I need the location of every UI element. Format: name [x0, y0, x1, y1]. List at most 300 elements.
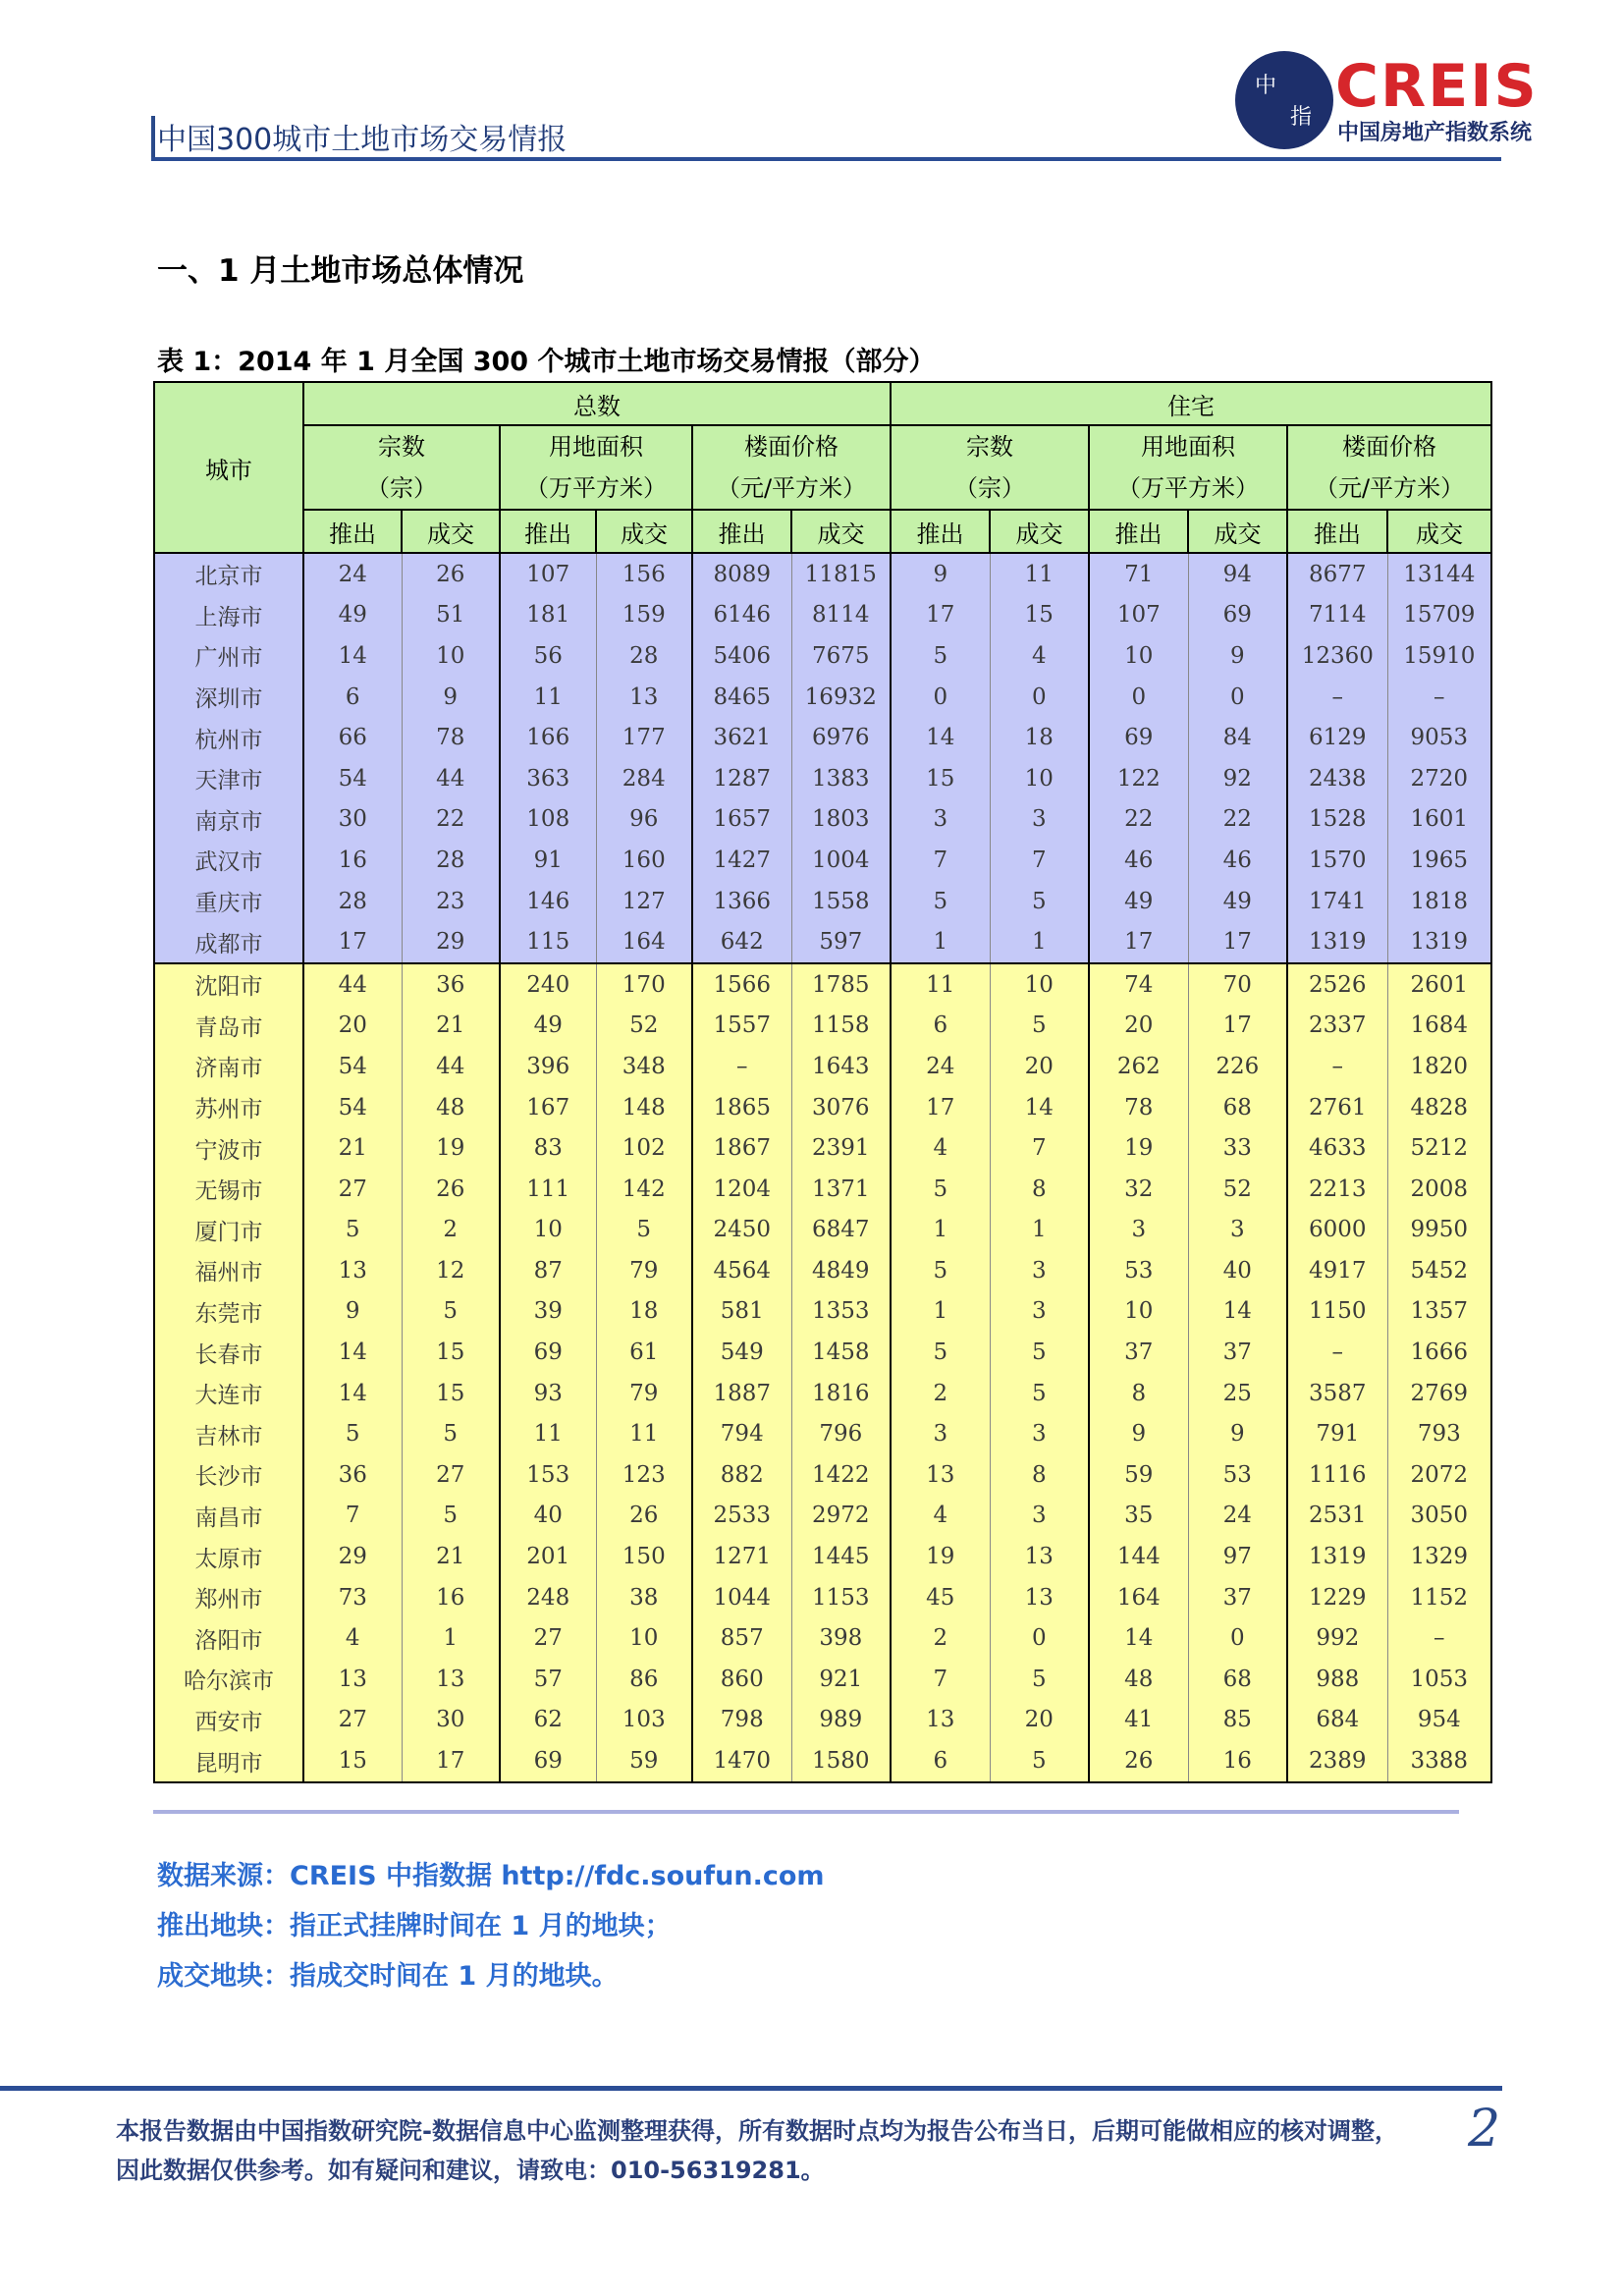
city-name-cell: 洛阳市	[154, 1617, 303, 1659]
city-name-cell: 昆明市	[154, 1740, 303, 1782]
table-cell: 6	[891, 1006, 990, 1047]
table-cell: 107	[1089, 595, 1188, 636]
table-cell: 2720	[1387, 758, 1491, 799]
logo-glyph: 指	[1290, 105, 1313, 130]
table-cell: 102	[596, 1127, 692, 1169]
metric-unit: （万平方米）	[525, 474, 667, 502]
table-cell: 1427	[692, 840, 791, 881]
sub-header: 推出	[1287, 510, 1387, 553]
table-cell: 3	[1089, 1210, 1188, 1251]
table-cell: 54	[303, 758, 402, 799]
table-cell: 52	[596, 1006, 692, 1047]
table-cell: 8114	[791, 595, 891, 636]
table-cell: 24	[1188, 1496, 1287, 1537]
table-cell: 0	[990, 1617, 1089, 1659]
table-cell: 5	[891, 1169, 990, 1210]
table-cell: –	[692, 1046, 791, 1087]
table-cell: 11	[500, 677, 596, 718]
sub-header: 推出	[500, 510, 596, 553]
table-cell: 2	[891, 1373, 990, 1414]
table-cell: 597	[791, 921, 891, 963]
sub-header: 成交	[990, 510, 1089, 553]
table-cell: 1528	[1287, 799, 1387, 841]
sub-header: 成交	[791, 510, 891, 553]
table-cell: 39	[500, 1291, 596, 1333]
notes-divider	[153, 1810, 1459, 1814]
table-row	[154, 1332, 1491, 1373]
table-cell: –	[1287, 1046, 1387, 1087]
sub-header: 成交	[1188, 510, 1287, 553]
table-cell: 10	[596, 1617, 692, 1659]
table-cell: 5	[402, 1291, 500, 1333]
city-name-cell: 青岛市	[154, 1006, 303, 1047]
table-cell: 73	[303, 1577, 402, 1618]
table-cell: 54	[303, 1046, 402, 1087]
table-row	[154, 1740, 1491, 1782]
table-cell: 68	[1188, 1087, 1287, 1128]
table-cell: 56	[500, 635, 596, 677]
table-cell: 164	[596, 921, 692, 963]
table-cell: 5	[402, 1413, 500, 1454]
table-cell: 3	[990, 1291, 1089, 1333]
table-cell: 97	[1188, 1536, 1287, 1577]
table-cell: 2	[891, 1617, 990, 1659]
table-cell: 71	[1089, 553, 1188, 595]
table-cell: 59	[1089, 1454, 1188, 1496]
header-accent-bar	[151, 116, 155, 161]
table-cell: 2337	[1287, 1006, 1387, 1047]
table-cell: 9	[1188, 1413, 1287, 1454]
table-cell: 167	[500, 1087, 596, 1128]
table-row	[154, 1127, 1491, 1169]
sub-header: 推出	[692, 510, 791, 553]
table-cell: 41	[1089, 1700, 1188, 1741]
table-cell: 22	[1089, 799, 1188, 841]
table-cell: 1204	[692, 1169, 791, 1210]
city-name-cell: 长春市	[154, 1332, 303, 1373]
table-cell: 0	[1188, 677, 1287, 718]
section-title: 一、1 月土地市场总体情况	[157, 253, 524, 289]
table-cell: 1820	[1387, 1046, 1491, 1087]
table-cell: 26	[402, 1169, 500, 1210]
table-cell: 15	[402, 1332, 500, 1373]
table-cell: 91	[500, 840, 596, 881]
metric-name: 楼面价格	[744, 433, 839, 461]
table-cell: 53	[1089, 1250, 1188, 1291]
table-cell: 29	[402, 921, 500, 963]
table-cell: 3	[1188, 1210, 1287, 1251]
table-cell: 642	[692, 921, 791, 963]
table-cell: 15	[402, 1373, 500, 1414]
table-cell: 79	[596, 1250, 692, 1291]
table-cell: –	[1387, 677, 1491, 718]
table-cell: 15	[303, 1740, 402, 1782]
table-cell: 20	[990, 1700, 1089, 1741]
table-cell: 262	[1089, 1046, 1188, 1087]
table-cell: 1965	[1387, 840, 1491, 881]
table-cell: 181	[500, 595, 596, 636]
table-row	[154, 1454, 1491, 1496]
table-cell: 1865	[692, 1087, 791, 1128]
table-cell: 27	[303, 1700, 402, 1741]
table-cell: 24	[891, 1046, 990, 1087]
table-cell: 954	[1387, 1700, 1491, 1741]
table-cell: 2533	[692, 1496, 791, 1537]
city-name-cell: 杭州市	[154, 717, 303, 758]
table-cell: 1	[891, 1291, 990, 1333]
table-cell: 37	[1188, 1577, 1287, 1618]
table-cell: 27	[402, 1454, 500, 1496]
table-cell: 142	[596, 1169, 692, 1210]
report-title: 中国300城市土地市场交易情报	[157, 123, 568, 157]
table-cell: 108	[500, 799, 596, 841]
table-cell: 122	[1089, 758, 1188, 799]
table-cell: 9950	[1387, 1210, 1491, 1251]
table-cell: 44	[402, 758, 500, 799]
note-source: 数据来源：CREIS 中指数据 http://fdc.soufun.com	[157, 1861, 825, 1891]
table-cell: 166	[500, 717, 596, 758]
table-cell: 15709	[1387, 595, 1491, 636]
note-listed-definition: 推出地块：指正式挂牌时间在 1 月的地块；	[157, 1911, 672, 1941]
table-cell: 1153	[791, 1577, 891, 1618]
table-cell: 14	[990, 1087, 1089, 1128]
table-cell: 11	[891, 963, 990, 1006]
footer-rule	[0, 2086, 1502, 2091]
table-row	[154, 1087, 1491, 1128]
table-cell: 36	[303, 1454, 402, 1496]
table-cell: 4633	[1287, 1127, 1387, 1169]
table-cell: 3621	[692, 717, 791, 758]
table-cell: 10	[1089, 635, 1188, 677]
sub-header: 推出	[891, 510, 990, 553]
table-cell: 87	[500, 1250, 596, 1291]
table-cell: 127	[596, 881, 692, 922]
metric-name: 宗数	[378, 433, 425, 461]
table-cell: 1357	[1387, 1291, 1491, 1333]
table-cell: 177	[596, 717, 692, 758]
table-cell: 70	[1188, 963, 1287, 1006]
table-cell: 1887	[692, 1373, 791, 1414]
table-row	[154, 1659, 1491, 1700]
table-cell: 2	[402, 1210, 500, 1251]
table-cell: 69	[500, 1332, 596, 1373]
sub-header: 推出	[1089, 510, 1188, 553]
table-cell: 10	[990, 963, 1089, 1006]
table-row	[154, 1413, 1491, 1454]
table-cell: 9	[891, 553, 990, 595]
table-cell: 5	[990, 881, 1089, 922]
city-name-cell: 郑州市	[154, 1577, 303, 1618]
creis-logo-emblem	[1235, 51, 1333, 149]
table-cell: 1319	[1387, 921, 1491, 963]
metric-name: 宗数	[966, 433, 1014, 461]
table-cell: 32	[1089, 1169, 1188, 1210]
table-cell: 1287	[692, 758, 791, 799]
table-cell: 9053	[1387, 717, 1491, 758]
table-cell: 5406	[692, 635, 791, 677]
table-cell: 5	[990, 1006, 1089, 1047]
table-cell: 3388	[1387, 1740, 1491, 1782]
table-row	[154, 758, 1491, 799]
table-cell: 123	[596, 1454, 692, 1496]
table-row	[154, 595, 1491, 636]
creis-logo	[1235, 51, 1559, 149]
table-cell: 30	[402, 1700, 500, 1741]
table-cell: 396	[500, 1046, 596, 1087]
table-cell: 18	[596, 1291, 692, 1333]
table-cell: 2769	[1387, 1373, 1491, 1414]
table-cell: 69	[500, 1740, 596, 1782]
table-cell: 0	[990, 677, 1089, 718]
table-cell: 15	[891, 758, 990, 799]
table-cell: 7	[990, 1127, 1089, 1169]
table-cell: 1329	[1387, 1536, 1491, 1577]
table-cell: 115	[500, 921, 596, 963]
metric-unit: （宗）	[366, 474, 437, 502]
table-row	[154, 1496, 1491, 1537]
table-cell: 107	[500, 553, 596, 595]
table-cell: 1643	[791, 1046, 891, 1087]
table-cell: 94	[1188, 553, 1287, 595]
table-cell: 6	[303, 677, 402, 718]
table-cell: 20	[1089, 1006, 1188, 1047]
table-row	[154, 677, 1491, 718]
table-cell: 992	[1287, 1617, 1387, 1659]
table-cell: 5	[303, 1413, 402, 1454]
table-cell: 1601	[1387, 799, 1491, 841]
city-name-cell: 西安市	[154, 1700, 303, 1741]
table-cell: –	[1287, 677, 1387, 718]
table-cell: 19	[891, 1536, 990, 1577]
table-cell: 4	[891, 1496, 990, 1537]
table-cell: 2389	[1287, 1740, 1387, 1782]
table-cell: 19	[1089, 1127, 1188, 1169]
table-cell: 45	[891, 1577, 990, 1618]
table-cell: 14	[303, 635, 402, 677]
table-cell: 1470	[692, 1740, 791, 1782]
table-row	[154, 799, 1491, 841]
table-cell: 13	[990, 1536, 1089, 1577]
city-name-cell: 无锡市	[154, 1169, 303, 1210]
table-cell: 13	[303, 1659, 402, 1700]
table-cell: 1116	[1287, 1454, 1387, 1496]
table-cell: 1044	[692, 1577, 791, 1618]
table-cell: 2008	[1387, 1169, 1491, 1210]
table-cell: 46	[1188, 840, 1287, 881]
table-cell: 1150	[1287, 1291, 1387, 1333]
table-cell: 857	[692, 1617, 791, 1659]
table-cell: 83	[500, 1127, 596, 1169]
city-name-cell: 武汉市	[154, 840, 303, 881]
table-cell: 26	[596, 1496, 692, 1537]
table-row	[154, 1169, 1491, 1210]
table-cell: 988	[1287, 1659, 1387, 1700]
table-cell: 20	[303, 1006, 402, 1047]
table-cell: 921	[791, 1659, 891, 1700]
table-cell: 159	[596, 595, 692, 636]
table-cell: 1366	[692, 881, 791, 922]
table-cell: 7	[891, 1659, 990, 1700]
table-cell: 1319	[1287, 921, 1387, 963]
table-cell: 6	[891, 1740, 990, 1782]
table-cell: 0	[891, 677, 990, 718]
table-cell: 7114	[1287, 595, 1387, 636]
table-cell: 17	[1089, 921, 1188, 963]
table-cell: 4564	[692, 1250, 791, 1291]
table-cell: 1229	[1287, 1577, 1387, 1618]
table-cell: 17	[1188, 1006, 1287, 1047]
table-cell: 1	[990, 921, 1089, 963]
table-cell: 30	[303, 799, 402, 841]
table-caption: 表 1：2014 年 1 月全国 300 个城市土地市场交易情报（部分）	[157, 347, 936, 377]
table-cell: 7	[891, 840, 990, 881]
table-cell: 57	[500, 1659, 596, 1700]
table-cell: 5	[990, 1659, 1089, 1700]
table-cell: 8089	[692, 553, 791, 595]
table-cell: 170	[596, 963, 692, 1006]
table-cell: 3	[990, 1413, 1089, 1454]
table-cell: 8677	[1287, 553, 1387, 595]
city-name-cell: 长沙市	[154, 1454, 303, 1496]
table-cell: 8465	[692, 677, 791, 718]
city-name-cell: 宁波市	[154, 1127, 303, 1169]
table-row	[154, 1617, 1491, 1659]
group-header-total: 总数	[303, 382, 891, 425]
table-cell: 2072	[1387, 1454, 1491, 1496]
table-cell: 11	[500, 1413, 596, 1454]
table-cell: 144	[1089, 1536, 1188, 1577]
table-cell: 27	[500, 1617, 596, 1659]
table-cell: 22	[1188, 799, 1287, 841]
table-row	[154, 635, 1491, 677]
table-cell: 1666	[1387, 1332, 1491, 1373]
table-cell: 38	[596, 1577, 692, 1618]
table-cell: 24	[303, 553, 402, 595]
table-cell: 1558	[791, 881, 891, 922]
table-cell: 16932	[791, 677, 891, 718]
table-cell: 5212	[1387, 1127, 1491, 1169]
table-cell: 61	[596, 1332, 692, 1373]
table-cell: 78	[402, 717, 500, 758]
table-row	[154, 1373, 1491, 1414]
table-cell: 1684	[1387, 1006, 1491, 1047]
table-cell: 7675	[791, 635, 891, 677]
table-row	[154, 921, 1491, 963]
land-market-table	[153, 381, 1492, 1783]
table-cell: 111	[500, 1169, 596, 1210]
table-cell: 49	[500, 1006, 596, 1047]
city-name-cell: 深圳市	[154, 677, 303, 718]
table-cell: 13	[303, 1250, 402, 1291]
table-cell: 9	[402, 677, 500, 718]
table-cell: 0	[1188, 1617, 1287, 1659]
table-cell: 33	[1188, 1127, 1287, 1169]
table-row	[154, 1250, 1491, 1291]
table-cell: 93	[500, 1373, 596, 1414]
table-cell: 1004	[791, 840, 891, 881]
table-cell: 1422	[791, 1454, 891, 1496]
table-row	[154, 1291, 1491, 1333]
table-row	[154, 881, 1491, 922]
table-cell: 49	[1188, 881, 1287, 922]
table-cell: 44	[402, 1046, 500, 1087]
metric-unit: （宗）	[954, 474, 1026, 502]
metric-header	[891, 425, 1089, 510]
table-cell: 1785	[791, 963, 891, 1006]
table-cell: 9	[1188, 635, 1287, 677]
metric-unit: （元/平方米）	[716, 474, 867, 502]
city-name-cell: 厦门市	[154, 1210, 303, 1251]
metric-header	[692, 425, 891, 510]
table-cell: 2531	[1287, 1496, 1387, 1537]
table-cell: 1353	[791, 1291, 891, 1333]
table-cell: 1371	[791, 1169, 891, 1210]
table-cell: 21	[303, 1127, 402, 1169]
table-cell: 35	[1089, 1496, 1188, 1537]
table-cell: 3587	[1287, 1373, 1387, 1414]
table-cell: 1158	[791, 1006, 891, 1047]
group-header-residential: 住宅	[891, 382, 1491, 425]
table-cell: 989	[791, 1700, 891, 1741]
table-cell: 4	[303, 1617, 402, 1659]
table-cell: 13	[891, 1700, 990, 1741]
table-cell: 79	[596, 1373, 692, 1414]
table-cell: 5	[990, 1740, 1089, 1782]
table-cell: 1557	[692, 1006, 791, 1047]
table-cell: 16	[303, 840, 402, 881]
table-cell: 27	[303, 1169, 402, 1210]
table-cell: 17	[1188, 921, 1287, 963]
table-cell: 3	[990, 1250, 1089, 1291]
table-cell: 2972	[791, 1496, 891, 1537]
table-cell: 13144	[1387, 553, 1491, 595]
table-cell: 3	[990, 1496, 1089, 1537]
table-cell: 348	[596, 1046, 692, 1087]
table-row	[154, 1046, 1491, 1087]
metric-unit: （元/平方米）	[1315, 474, 1465, 502]
table-cell: 398	[791, 1617, 891, 1659]
city-name-cell: 福州市	[154, 1250, 303, 1291]
table-cell: 1458	[791, 1332, 891, 1373]
table-cell: 40	[1188, 1250, 1287, 1291]
footer-disclaimer	[116, 2111, 1451, 2190]
table-cell: 53	[1188, 1454, 1287, 1496]
table-cell: 11815	[791, 553, 891, 595]
table-cell: 22	[402, 799, 500, 841]
table-cell: –	[1387, 1617, 1491, 1659]
table-cell: 1741	[1287, 881, 1387, 922]
table-cell: 66	[303, 717, 402, 758]
table-cell: 5	[891, 635, 990, 677]
table-cell: 10	[500, 1210, 596, 1251]
table-cell: 26	[402, 553, 500, 595]
table-cell: 74	[1089, 963, 1188, 1006]
table-cell: 6000	[1287, 1210, 1387, 1251]
table-cell: 49	[1089, 881, 1188, 922]
table-cell: 860	[692, 1659, 791, 1700]
table-cell: 15910	[1387, 635, 1491, 677]
table-cell: 5	[402, 1496, 500, 1537]
table-cell: 153	[500, 1454, 596, 1496]
table-cell: 17	[891, 1087, 990, 1128]
table-cell: 37	[1188, 1332, 1287, 1373]
sub-header: 成交	[1387, 510, 1491, 553]
metric-name: 楼面价格	[1342, 433, 1437, 461]
table-cell: 4	[891, 1127, 990, 1169]
table-row	[154, 1577, 1491, 1618]
table-cell: 69	[1089, 717, 1188, 758]
table-cell: 40	[500, 1496, 596, 1537]
